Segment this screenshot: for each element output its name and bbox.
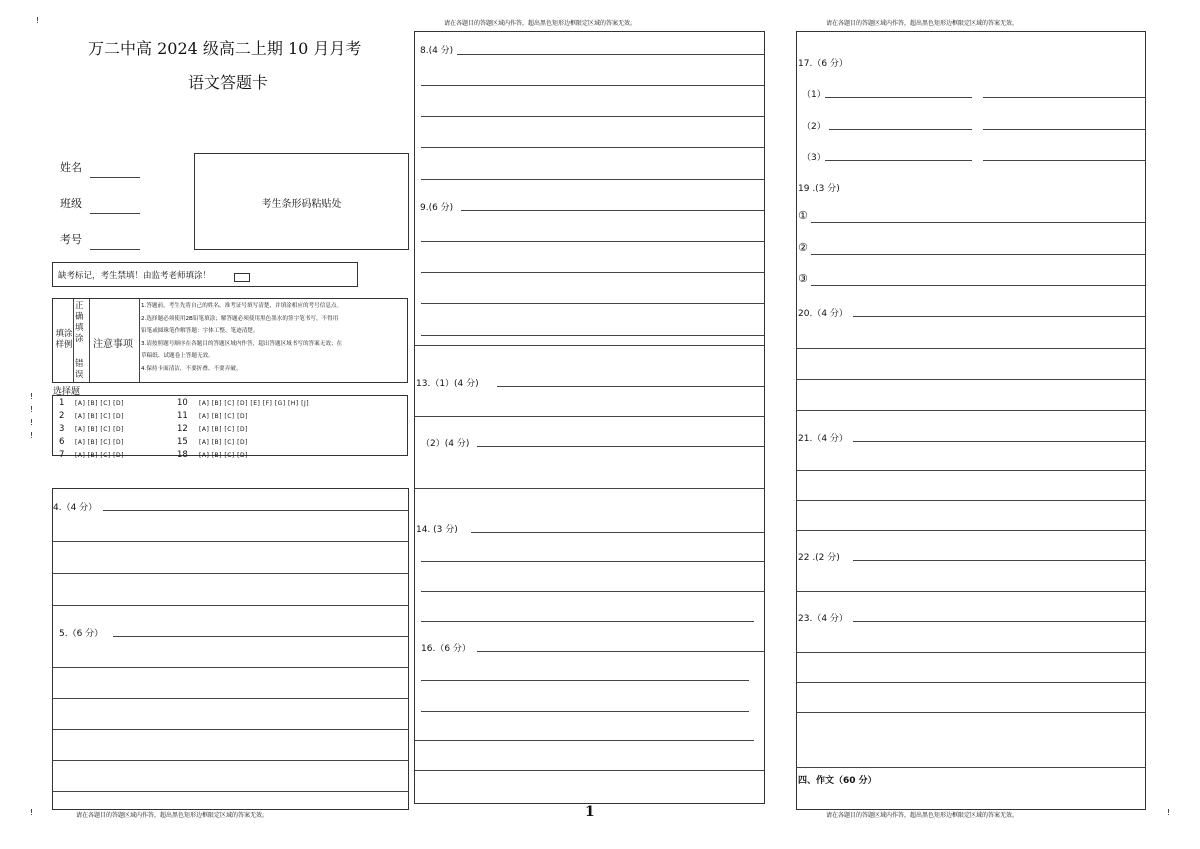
question-19-1-label: ① <box>798 209 808 222</box>
margin-mark: ! <box>36 16 40 25</box>
correct-fill-label: 正确填涂 <box>75 301 84 344</box>
name-field[interactable] <box>90 177 140 178</box>
choice-row[interactable]: 7 [A] [B] [C] [D] <box>59 450 124 460</box>
absent-checkbox[interactable] <box>234 273 250 282</box>
choice-row[interactable]: 3 [A] [B] [C] [D] <box>59 424 124 434</box>
question-4-label: 4.（4 分） <box>53 503 98 513</box>
notice-bottom-left: 请在各题目的答题区域内作答，超出黑色矩形边框限定区域的答案无效。 <box>76 812 269 819</box>
barcode-label: 考生条形码粘贴处 <box>261 199 342 210</box>
answer-area-4-5[interactable] <box>52 488 409 810</box>
notice-bottom-right: 请在各题目的答题区域内作答，超出黑色矩形边框限定区域的答案无效。 <box>826 812 1019 819</box>
question-14-label: 14. (3 分) <box>416 525 458 535</box>
margin-mark: ! <box>1167 808 1171 817</box>
notice-top-right: 请在各题目的答题区域内作答，超出黑色矩形边框限定区域的答案无效。 <box>826 20 1019 27</box>
margin-mark: ! <box>30 431 34 440</box>
question-19-2-label: ② <box>798 241 808 254</box>
choice-row[interactable]: 11 [A] [B] [C] [D] <box>177 411 248 421</box>
answer-area-middle[interactable] <box>414 31 765 804</box>
note-line: 4.保持卡面清洁，不要折叠、不要弄破。 <box>141 365 242 372</box>
exam-title: 万二中高 2024 级高二上期 10 月月考 <box>88 39 362 58</box>
question-22-label: 22 .(2 分) <box>798 553 840 563</box>
fill-example-label: 填涂样例 <box>55 329 73 350</box>
choice-grid <box>52 395 408 460</box>
choice-row[interactable]: 10 [A] [B] [C] [D] [E] [F] [G] [H] [J] <box>177 398 310 408</box>
margin-mark: ! <box>30 392 34 401</box>
question-13-2-label: （2）(4 分) <box>421 439 470 449</box>
barcode-area <box>194 153 409 250</box>
margin-mark: ! <box>30 808 34 817</box>
note-line: 2.选择题必须使用2B铅笔填涂；解答题必须使用黑色墨水的签字笔书写，不得用 <box>141 315 339 322</box>
note-line: 3.请按照题号顺序在各题目的答题区域内作答，超出答题区域书写的答案无效；在 <box>141 340 343 347</box>
name-label: 姓名 <box>60 161 82 174</box>
question-19-label: 19 .(3 分) <box>798 184 840 194</box>
absent-box <box>52 262 358 287</box>
margin-mark: ! <box>30 405 34 414</box>
question-21-label: 21.（4 分） <box>798 434 848 444</box>
question-16-label: 16.（6 分） <box>421 644 471 654</box>
class-label: 班级 <box>60 197 82 210</box>
choice-left-column <box>59 397 124 462</box>
page-number: 1 <box>585 804 595 820</box>
id-label: 考号 <box>60 233 82 246</box>
choice-row[interactable]: 2 [A] [B] [C] [D] <box>59 411 124 421</box>
note-line: 1.答题前，考生先将自己的姓名、准考证号填写清楚，并填涂相应的考号信息点。 <box>141 303 343 309</box>
choice-row[interactable]: 12 [A] [B] [C] [D] <box>177 424 248 434</box>
note-line: 铅笔或圆珠笔作解答题：字体工整、笔迹清楚。 <box>141 328 259 334</box>
exam-subtitle: 语文答题卡 <box>188 73 269 92</box>
notice-top-middle: 请在各题目的答题区域内作答，超出黑色矩形边框限定区域的答案无效。 <box>444 20 637 27</box>
question-8-label: 8.(4 分) <box>420 46 454 56</box>
absent-text: 缺考标记，考生禁填！由监考老师填涂！ <box>58 271 212 281</box>
choice-row[interactable]: 15 [A] [B] [C] [D] <box>177 437 248 447</box>
question-19-3-label: ③ <box>798 272 808 285</box>
class-field[interactable] <box>90 213 140 214</box>
choice-label: 选择题 <box>53 387 81 397</box>
choice-right-column <box>177 397 309 462</box>
question-20-label: 20.（4 分） <box>798 309 848 319</box>
question-17-3-label: （3） <box>802 153 826 163</box>
question-17-2-label: （2） <box>802 122 826 132</box>
id-field[interactable] <box>90 249 140 250</box>
essay-label: 四、作文（60 分） <box>798 776 877 786</box>
choice-row[interactable]: 1 [A] [B] [C] [D] <box>59 398 124 408</box>
question-23-label: 23.（4 分） <box>798 614 848 624</box>
notes-list <box>141 300 407 375</box>
fill-example-panel <box>52 298 408 383</box>
note-line: 草稿纸、试题卷上答题无效。 <box>141 353 214 359</box>
answer-area-right[interactable] <box>796 31 1146 810</box>
notes-label: 注意事项 <box>93 339 133 350</box>
question-13-1-label: 13.（1）(4 分) <box>416 379 479 389</box>
margin-mark: ! <box>30 418 34 427</box>
question-5-label: 5.（6 分） <box>59 629 104 639</box>
question-17-1-label: （1） <box>802 90 826 100</box>
choice-row[interactable]: 18 [A] [B] [C] [D] <box>177 450 248 460</box>
question-9-label: 9.(6 分) <box>420 203 454 213</box>
question-17-label: 17.（6 分） <box>798 59 848 69</box>
wrong-fill-label: 错误 <box>75 359 84 380</box>
choice-row[interactable]: 6 [A] [B] [C] [D] <box>59 437 124 447</box>
